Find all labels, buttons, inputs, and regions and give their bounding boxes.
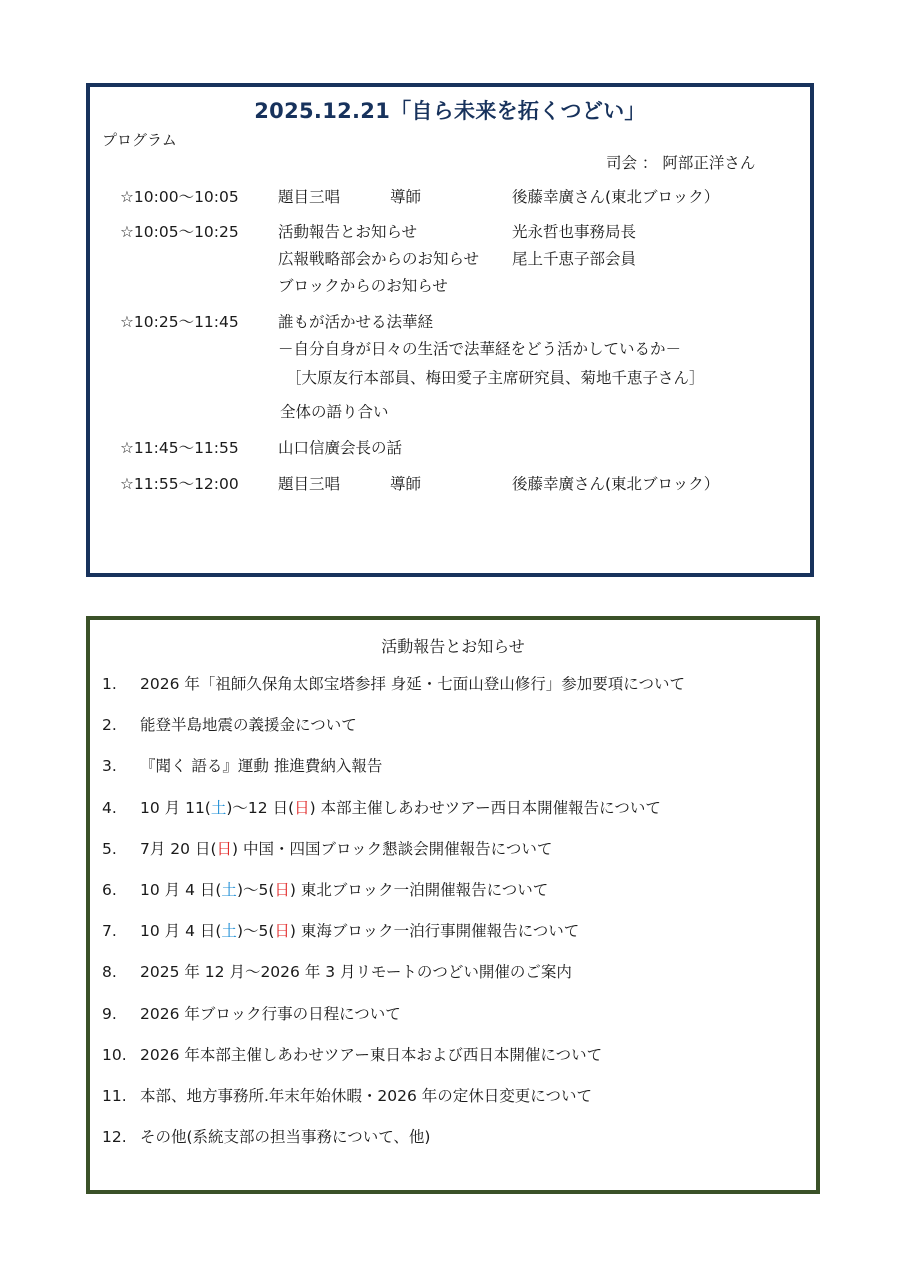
report-item	[102, 919, 579, 941]
report-item-text: ) 本部主催しあわせツアー西日本開催報告について	[309, 798, 661, 817]
schedule-row	[90, 310, 810, 332]
report-item-number: 5.	[102, 839, 117, 858]
schedule-row	[90, 185, 810, 207]
report-item-number: 8.	[102, 963, 117, 982]
schedule-col4: 後藤幸廣さん(東北ブロック）	[512, 475, 720, 493]
report-item-text: 10 月 4 日(	[140, 922, 222, 941]
saturday-mark: 土	[221, 922, 237, 941]
report-item	[102, 796, 661, 818]
report-item-number: 10.	[102, 1045, 127, 1064]
report-item-number: 12.	[102, 1128, 127, 1147]
schedule-col2: 題目三唱	[278, 475, 341, 493]
schedule-time: ☆10:05～10:25	[120, 223, 239, 241]
schedule-col2: 題目三唱	[278, 188, 341, 206]
sunday-mark: 日	[274, 922, 290, 941]
schedule-col2: 広報戦略部会からのお知らせ	[278, 250, 480, 268]
report-item-number: 2.	[102, 716, 117, 735]
report-item	[102, 1125, 430, 1147]
report-item	[102, 878, 548, 900]
report-item	[102, 1002, 401, 1024]
schedule-col2: 誰もが活かせる法華経	[278, 313, 434, 331]
report-item-number: 7.	[102, 922, 117, 941]
report-item-text: 7月 20 日(	[140, 839, 217, 858]
schedule-row	[90, 472, 810, 494]
report-item-number: 9.	[102, 1004, 117, 1023]
program-label: プログラム	[102, 131, 177, 149]
report-item	[102, 672, 685, 694]
report-item-text: 『聞く 語る』運動 推進費納入報告	[140, 757, 383, 776]
report-item-number: 1.	[102, 675, 117, 693]
report-item-text: ) 東北ブロック一泊開催報告について	[289, 881, 549, 899]
schedule-col4: 尾上千恵子部会員	[512, 250, 637, 268]
report-item-text: 2026 年本部主催しあわせツアー東日本および西日本開催について	[140, 1045, 603, 1064]
schedule-time: ☆11:55～12:00	[120, 475, 239, 493]
schedule-col2: ブロックからのお知らせ	[278, 277, 448, 295]
sunday-mark: 日	[294, 798, 310, 817]
report-item-text: 10 月 4 日(	[140, 881, 222, 899]
saturday-mark: 土	[210, 798, 227, 817]
schedule-time: ☆11:45～11:55	[120, 439, 239, 457]
host-line: 司会 ： 阿部正洋さん	[606, 154, 756, 172]
report-item-text: 2026 年「祖師久保角太郎宝塔参拝 身延・七面山登山修行」参加要項について	[140, 675, 685, 693]
schedule-col4: 後藤幸廣さん(東北ブロック）	[512, 188, 720, 206]
program-title: 2025.12.21「自ら未来を拓くつどい」	[254, 99, 646, 123]
schedule-row	[90, 337, 810, 359]
sunday-mark: 日	[216, 839, 233, 858]
report-item	[102, 754, 382, 776]
report-item-text: その他(系統支部の担当事務について、他)	[140, 1128, 431, 1147]
report-item-text: 2026 年ブロック行事の日程について	[140, 1004, 401, 1023]
schedule-col4: 光永哲也事務局長	[512, 223, 637, 241]
report-item-text: ) 東海ブロック一泊行事開催報告について	[289, 922, 580, 941]
report-item	[102, 837, 552, 859]
report-item-number: 3.	[102, 757, 117, 776]
schedule-col3: 導師	[390, 188, 422, 206]
schedule-col2: 全体の語り合い	[280, 403, 389, 421]
report-item	[102, 1043, 602, 1065]
schedule-time: ☆10:00～10:05	[120, 188, 239, 206]
schedule-row	[90, 247, 810, 269]
schedule-row	[90, 220, 810, 242]
schedule-col2: 山口信廣会長の話	[278, 439, 403, 457]
report-item-number: 11.	[102, 1087, 127, 1105]
schedule-row	[90, 366, 810, 388]
schedule-row	[90, 436, 810, 458]
saturday-mark: 土	[221, 881, 237, 899]
report-item	[102, 960, 572, 982]
report-item	[102, 1084, 592, 1106]
report-item	[102, 713, 357, 735]
schedule-col2: ［大原友行本部員、梅田愛子主席研究員、菊地千恵子さん］	[286, 369, 705, 387]
reports-box	[86, 616, 820, 1194]
schedule-col3: 導師	[390, 475, 422, 493]
schedule-time: ☆10:25～11:45	[120, 313, 239, 331]
report-item-text: 10 月 11(	[140, 798, 211, 817]
schedule-col2: －自分自身が日々の生活で法華経をどう活かしているか－	[278, 340, 682, 358]
sunday-mark: 日	[274, 881, 290, 899]
report-item-text: 能登半島地震の義援金について	[140, 716, 357, 735]
program-box	[86, 83, 814, 577]
report-item-number: 6.	[102, 881, 117, 899]
report-item-text: )～5(	[236, 881, 275, 899]
report-item-text: )～12 日(	[226, 798, 295, 817]
report-item-text: )～5(	[236, 922, 275, 941]
report-item-text: 2025 年 12 月～2026 年 3 月リモートのつどい開催のご案内	[140, 963, 572, 982]
reports-title: 活動報告とお知らせ	[381, 637, 525, 656]
report-item-text: 本部、地方事務所.年末年始休暇・2026 年の定休日変更について	[140, 1087, 592, 1105]
schedule-col2: 活動報告とお知らせ	[278, 223, 418, 241]
schedule-row	[90, 400, 810, 422]
report-item-text: ) 中国・四国ブロック懇談会開催報告について	[232, 839, 553, 858]
schedule-row	[90, 274, 810, 296]
report-item-number: 4.	[102, 798, 117, 817]
